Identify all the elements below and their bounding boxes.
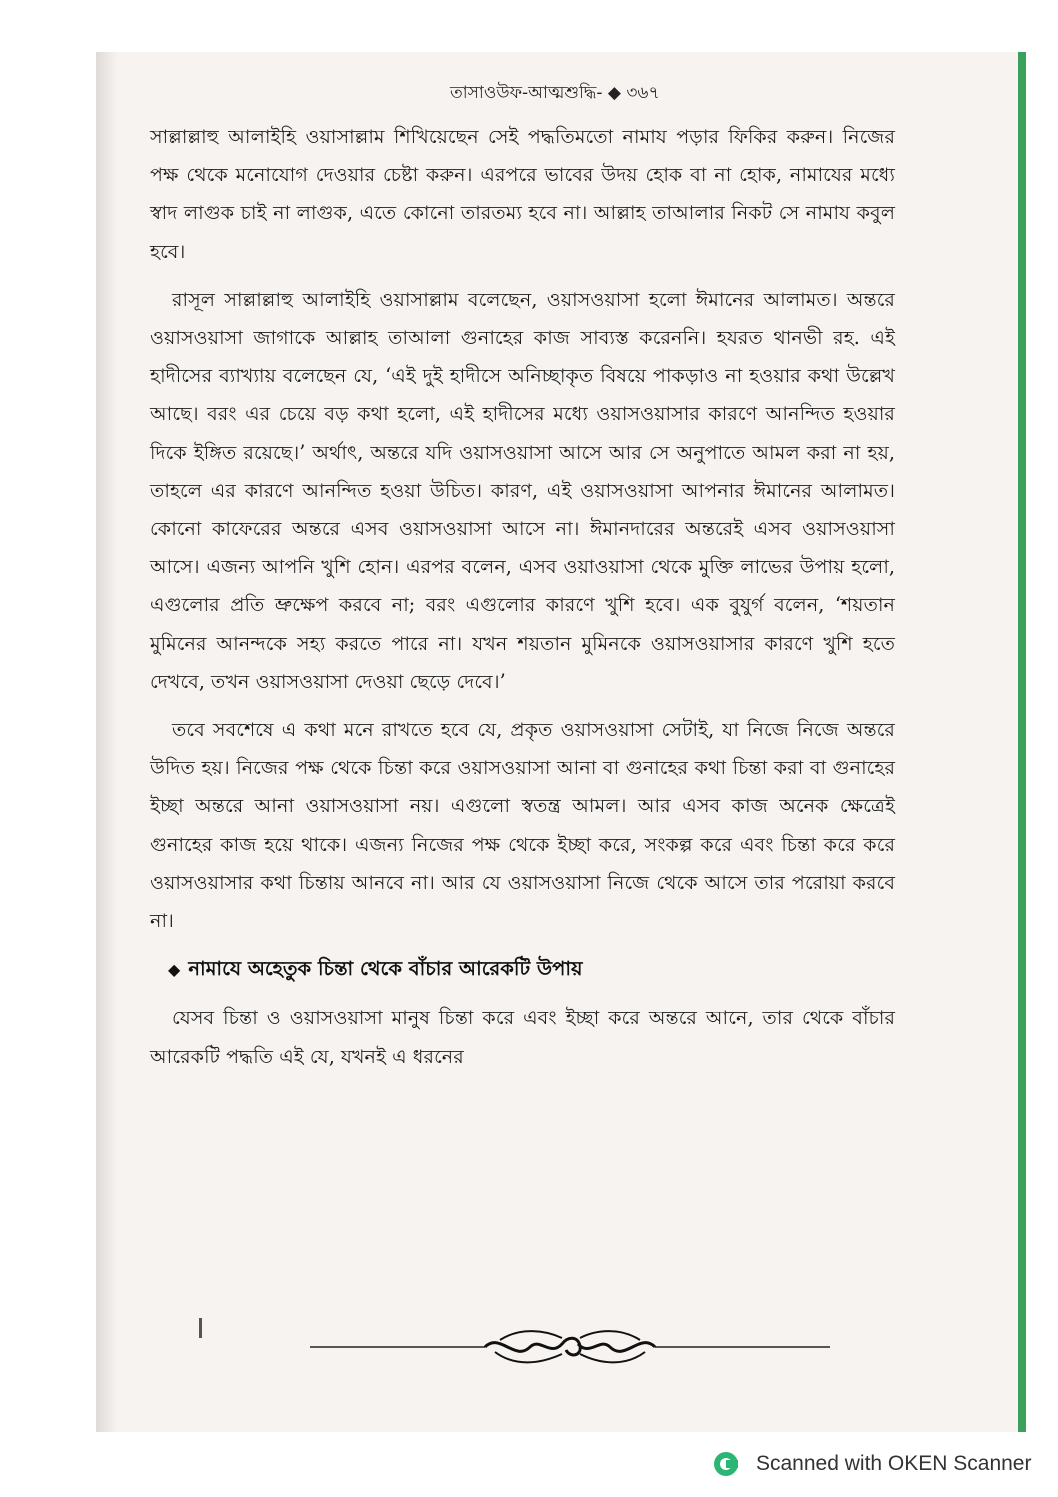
oken-logo-icon <box>712 1450 740 1478</box>
margin-tick <box>199 1318 202 1338</box>
page-body <box>150 118 895 1086</box>
paragraph-1: সাল্লাল্লাহু আলাইহি ওয়াসাল্লাম শিখিয়েছেন সেই পদ্ধতিমতো নামায পড়ার ফিকির করুন। নিজের পক্ষ থেকে মনোযোগ দেওয়ার চেষ্টা করুন। এরপরে ভাবের উদয় হোক বা না হোক, নামাযের মধ্যে স্বাদ লাগুক চাই না লাগুক, এতে কোনো তারতম্য হবে না। আল্লাহ তাআলার নিকট সে নামায কবুল হবে। <box>150 125 895 263</box>
diamond-bullet-icon: ◆ <box>168 960 181 980</box>
subheading-text: নামাযে অহেতুক চিন্তা থেকে বাঁচার আরেকটি উপায় <box>188 957 583 981</box>
footer-ornament-icon <box>300 1322 840 1372</box>
scanner-label: Scanned with OKEN Scanner <box>756 1452 1032 1475</box>
running-header: তাসাওউফ-আত্মশুদ্ধি- ◆ ৩৬৭ <box>450 83 660 103</box>
paragraph-3: তবে সবশেষে এ কথা মনে রাখতে হবে যে, প্রকৃত ওয়াসওয়াসা সেটাই, যা নিজে নিজে অন্তরে উদিত হয়। নিজের পক্ষ থেকে চিন্তা করে ওয়াসওয়াসা আনা বা গুনাহের কথা চিন্তা করা বা গুনাহের ইচ্ছা অন্তরে আনা ওয়াসওয়াসা নয়। এগুলো স্বতন্ত্র আমল। আর এসব কাজ অনেক ক্ষেত্রেই গুনাহের কাজ হয়ে থাকে। এজন্য নিজের পক্ষ থেকে ইচ্ছা করে, সংকল্প করে এবং চিন্তা করে করে ওয়াসওয়াসার কথা চিন্তায় আনবে না। আর যে ওয়াসওয়াসা নিজে থেকে আসে তার পরোয়া করবে না। <box>150 718 895 933</box>
paragraph-2: রাসূল সাল্লাল্লাহু আলাইহি ওয়াসাল্লাম বলেছেন, ওয়াসওয়াসা হলো ঈমানের আলামত। অন্তরে ওয়াসওয়াসা জাগাকে আল্লাহ তাআলা গুনাহের কাজ সাব্যস্ত করেননি। হযরত থানভী রহ. এই হাদীসের ব্যাখ্যায় বলেছেন যে, ‘এই দুই হাদীসে অনিচ্ছাকৃত বিষয়ে পাকড়াও না হওয়ার কথা উল্লেখ আছে। বরং এর চেয়ে বড় কথা হলো, এই হাদীসের মধ্যে ওয়াসওয়াসার কারণে আনন্দিত হওয়ার দিকে ইঙ্গিত রয়েছে।’ অর্থাৎ, অন্তরে যদি ওয়াসওয়াসা আসে আর সে অনুপাতে আমল করা না হয়, তাহলে এর কারণে আনন্দিত হওয়া উচিত। কারণ, এই ওয়াসওয়াসা আপনার ঈমানের আলামত। কোনো কাফেরের অন্তরে এসব ওয়াসওয়াসা আসে না। ঈমানদারের অন্তরেই এসব ওয়াসওয়াসা আসে। এজন্য আপনি খুশি হোন। এরপর বলেন, এসব ওয়াওয়াসা থেকে মুক্তি লাভের উপায় হলো, এগুলোর প্রতি ভ্রুক্ষেপ করবে না; বরং এগুলোর কারণে খুশি হবে। এক বুযুর্গ বলেন, ‘শয়তান মুমিনের আনন্দকে সহ্য করতে পারে না। যখন শয়তান মুমিনকে ওয়াসওয়াসার কারণে খুশি হতে দেখবে, তখন ওয়াসওয়াসা দেওয়া ছেড়ে দেবে।’ <box>150 287 895 693</box>
scanner-watermark <box>712 1448 1031 1480</box>
section-subheading <box>168 950 895 989</box>
page-gutter-shadow <box>96 52 118 1432</box>
paragraph-4: যেসব চিন্তা ও ওয়াসওয়াসা মানুষ চিন্তা করে এবং ইচ্ছা করে অন্তরে আনে, তার থেকে বাঁচার আরেকটি পদ্ধতি এই যে, যখনই এ ধরনের <box>150 1006 895 1068</box>
